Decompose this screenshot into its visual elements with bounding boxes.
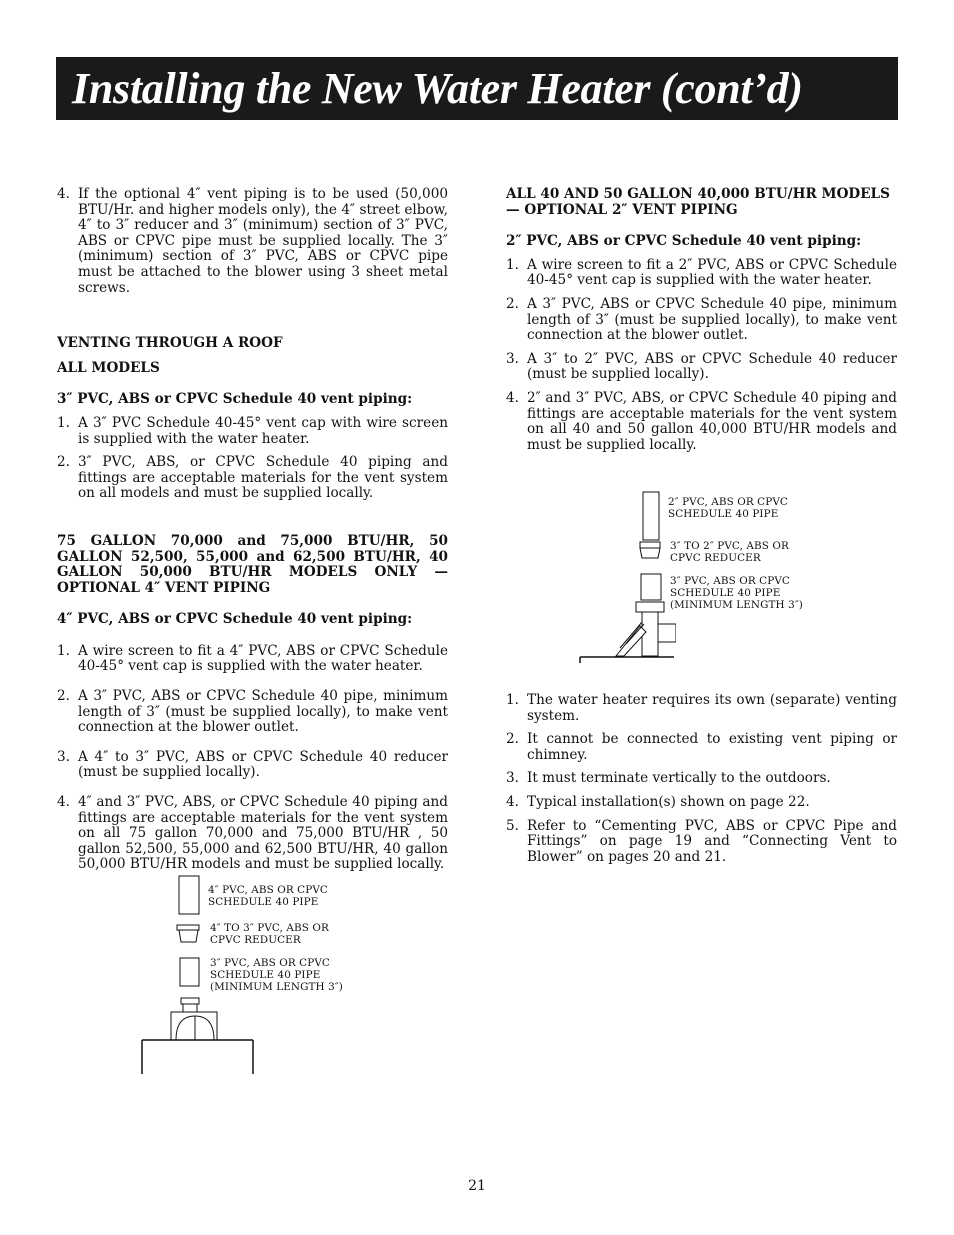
label-line: 4″ PVC, ABS OR CPVC xyxy=(208,884,328,896)
list-item xyxy=(57,750,448,781)
label-line: (MINIMUM LENGTH 3″) xyxy=(210,981,343,993)
list-item xyxy=(506,258,897,289)
page-number: 21 xyxy=(468,1178,486,1194)
item-text: The water heater requires its own (separate) venting system. xyxy=(527,692,897,724)
item-number: 3. xyxy=(506,770,519,787)
section-heading-40-50-gallon: ALL 40 AND 50 GALLON 40,000 BTU/HR MODELS — OPTIONAL 2″ VENT PIPING xyxy=(506,186,890,218)
item-number: 2. xyxy=(57,688,70,705)
item-number: 4. xyxy=(506,389,519,406)
item-text: A 4″ to 3″ PVC, ABS or CPVC Schedule 40 reducer (must be supplied locally). xyxy=(78,748,448,781)
list-item xyxy=(57,689,448,736)
label-line: 3″ TO 2″ PVC, ABS OR xyxy=(670,540,789,552)
left-column xyxy=(57,187,448,873)
item-text: Refer to “Cementing PVC, ABS or CPVC Pipe and Fittings” on page 19 and “Connecting Vent to Blower” on pages 20 and 21. xyxy=(527,817,897,865)
label-line: SCHEDULE 40 PIPE xyxy=(210,969,321,981)
list-item xyxy=(506,771,897,787)
item-number: 4. xyxy=(506,793,519,810)
list-item xyxy=(57,416,448,447)
item-text: A 3″ to 2″ PVC, ABS or CPVC Schedule 40 reducer (must be supplied locally). xyxy=(527,350,897,383)
label-3in-min-pipe xyxy=(210,957,343,993)
section-heading-roof: VENTING THROUGH A ROOF xyxy=(57,335,283,352)
page-title: Installing the New Water Heater (cont’d) xyxy=(72,64,803,113)
subheading-3in: 3″ PVC, ABS or CPVC Schedule 40 vent piping: xyxy=(57,391,413,408)
list-item xyxy=(506,819,897,866)
item-text: It cannot be connected to existing vent piping or chimney. xyxy=(527,731,897,763)
item-number: 2. xyxy=(506,731,519,748)
item-number: 5. xyxy=(506,817,519,834)
label-line: (MINIMUM LENGTH 3″) xyxy=(670,599,803,611)
list-item xyxy=(506,391,897,453)
item-text: A 3″ PVC, ABS or CPVC Schedule 40 pipe, minimum length of 3″ (must be supplied locally), to make vent connection at the blower outlet. xyxy=(527,295,897,344)
item-number: 3. xyxy=(506,350,519,367)
label-line: SCHEDULE 40 PIPE xyxy=(670,587,781,599)
subheading-4in: 4″ PVC, ABS or CPVC Schedule 40 vent piping: xyxy=(57,611,413,628)
item-text: If the optional 4″ vent piping is to be used (50,000 BTU/Hr. and higher models only), the 4″ street elbow, 4″ to 3″ reducer and 3″ (minimum) section of 3″ PVC, ABS or CPVC pipe must be supplied locally. The 3″ (minimum) section of 3″ PVC, ABS or CPVC pipe must be attached to the blower using 3 sheet metal screws. xyxy=(78,186,448,296)
label-2in-pipe xyxy=(668,496,788,520)
item-text: A wire screen to fit a 4″ PVC, ABS or CPVC Schedule 40-45° vent cap is supplied with the water heater. xyxy=(78,642,448,675)
item-number: 1. xyxy=(506,256,519,273)
list-item xyxy=(506,732,897,763)
list-item xyxy=(506,297,897,344)
item-number: 1. xyxy=(506,692,519,708)
item-text: 4″ and 3″ PVC, ABS, or CPVC Schedule 40 piping and fittings are acceptable materials for the vent system on all 75 gallon 70,000 and 75,000 BTU/HR , 50 gallon 52,500, 55,000 and 62,500 BTU/HR, 40 gallon 50,000 BTU/HR models and must be supplied locally. xyxy=(78,794,448,873)
label-line: 4″ TO 3″ PVC, ABS OR xyxy=(210,922,329,934)
label-2in-reducer xyxy=(670,540,789,564)
label-line: CPVC REDUCER xyxy=(670,552,761,564)
item-number: 3. xyxy=(57,748,70,765)
list-item xyxy=(57,644,448,675)
item-number: 1. xyxy=(57,414,70,431)
list-item xyxy=(506,352,897,383)
label-line: SCHEDULE 40 PIPE xyxy=(668,508,779,520)
section-heading-all-models: ALL MODELS xyxy=(57,359,160,376)
item-number: 2. xyxy=(57,454,70,471)
right-notes xyxy=(506,693,897,865)
right-column xyxy=(506,187,897,453)
title-bar xyxy=(56,57,898,120)
label-line: 3″ PVC, ABS OR CPVC xyxy=(670,575,790,587)
label-4in-reducer xyxy=(210,922,329,946)
list-item xyxy=(506,795,897,811)
item-text: A 3″ PVC Schedule 40-45° vent cap with wire screen is supplied with the water heater. xyxy=(78,414,448,447)
label-line: 2″ PVC, ABS OR CPVC xyxy=(668,496,788,508)
item-number: 4. xyxy=(57,186,70,202)
item-text: It must terminate vertically to the outdoors. xyxy=(527,770,831,787)
item-text: A wire screen to fit a 2″ PVC, ABS or CPVC Schedule 40-45° vent cap is supplied with the water heater. xyxy=(527,256,897,289)
list-item xyxy=(57,795,448,873)
list-item xyxy=(57,187,448,296)
list-item xyxy=(57,455,448,502)
list-item xyxy=(506,693,897,724)
section-heading-75-gallon: 75 GALLON 70,000 and 75,000 BTU/HR, 50 GALLON 52,500, 55,000 and 62,500 BTU/HR, 40 GALLON 50,000 BTU/HR MODELS ONLY — OPTIONAL 4″ VENT PIPING xyxy=(57,532,448,596)
item-number: 4. xyxy=(57,794,70,811)
item-number: 1. xyxy=(57,642,70,659)
label-4in-pipe xyxy=(208,884,328,908)
label-line: CPVC REDUCER xyxy=(210,934,301,946)
item-text: Typical installation(s) shown on page 22. xyxy=(527,793,810,810)
label-3in-min-pipe-right xyxy=(670,575,803,611)
label-line: SCHEDULE 40 PIPE xyxy=(208,896,319,908)
item-number: 2. xyxy=(506,295,519,312)
subheading-2in: 2″ PVC, ABS or CPVC Schedule 40 vent piping: xyxy=(506,233,862,250)
item-text: 3″ PVC, ABS, or CPVC Schedule 40 piping and fittings are acceptable materials for the vent system on all models and must be supplied locally. xyxy=(78,454,448,502)
label-line: 3″ PVC, ABS OR CPVC xyxy=(210,957,330,969)
item-text: A 3″ PVC, ABS or CPVC Schedule 40 pipe, minimum length of 3″ (must be supplied locally), to make vent connection at the blower outlet. xyxy=(78,688,448,736)
item-text: 2″ and 3″ PVC, ABS, or CPVC Schedule 40 piping and fittings are acceptable materials for the vent system on all 40 and 50 gallon 40,000 BTU/HR models and must be supplied locally. xyxy=(527,389,897,453)
vent-2in-diagram xyxy=(576,488,676,663)
